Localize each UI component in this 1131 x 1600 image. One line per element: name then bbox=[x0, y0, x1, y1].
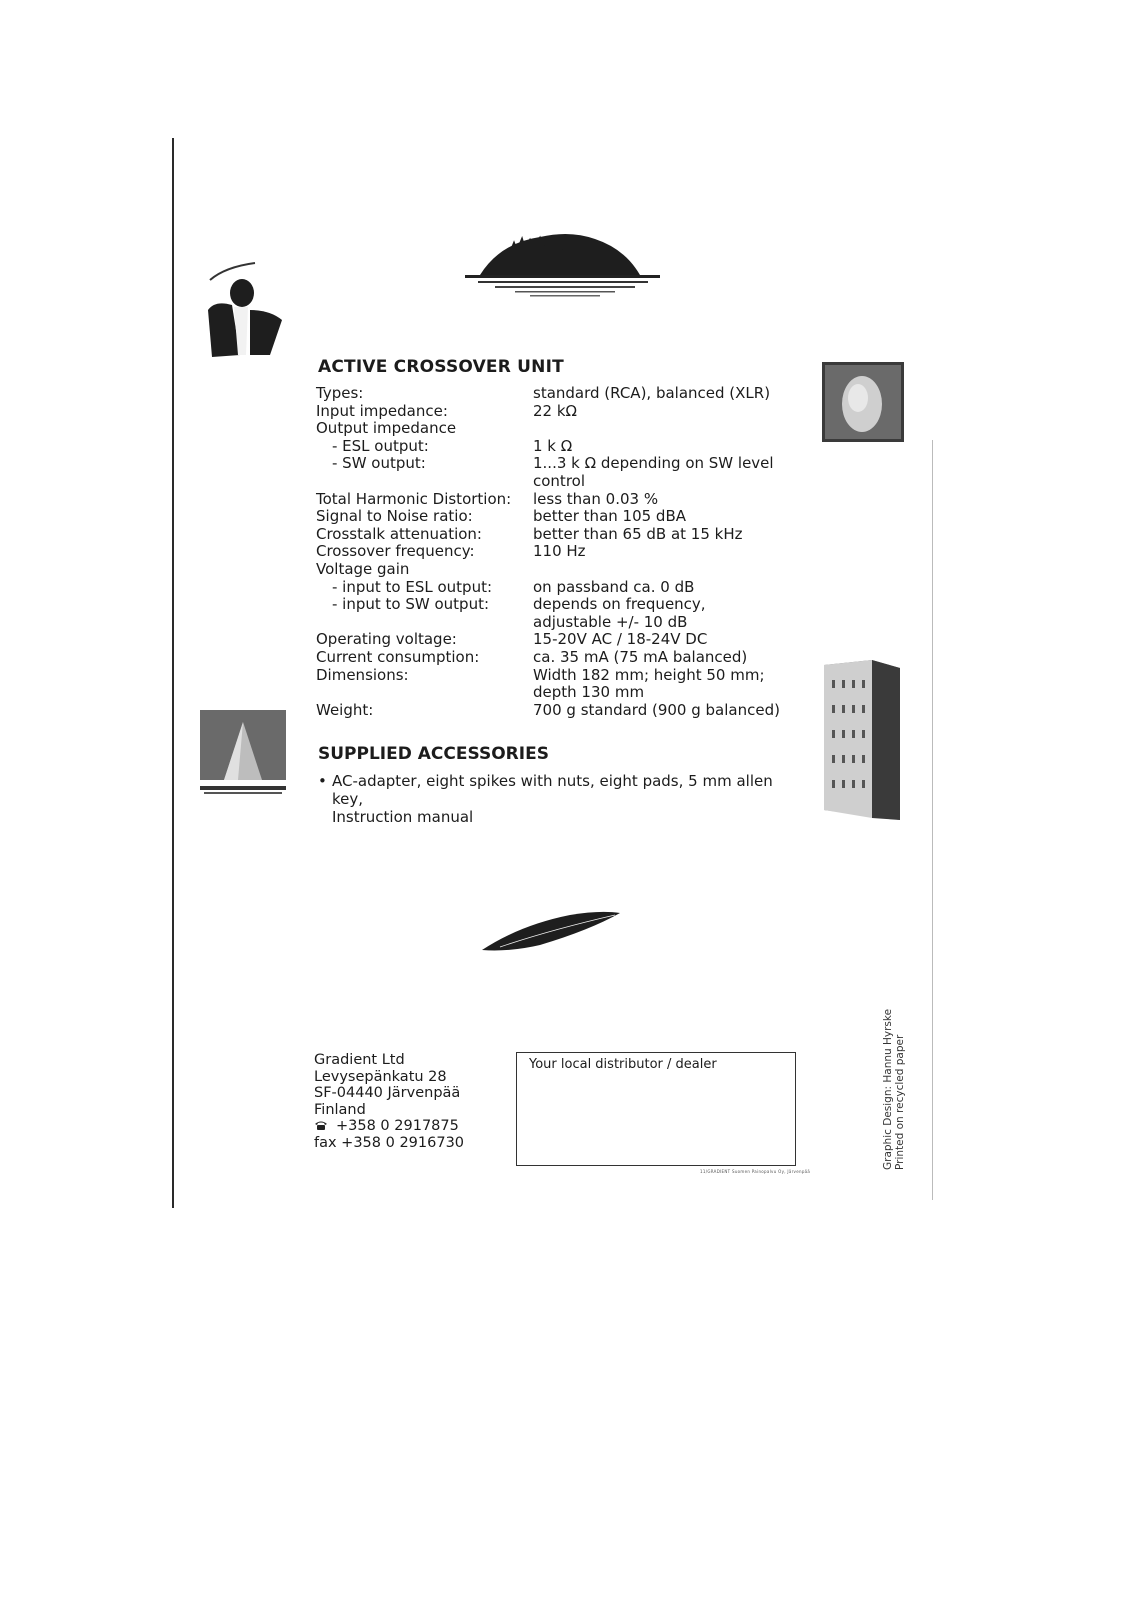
company-address bbox=[314, 1052, 464, 1152]
spec-label: Input impedance: bbox=[316, 401, 448, 420]
dealer-box bbox=[516, 1052, 796, 1166]
company-city: SF-04440 Järvenpää bbox=[314, 1085, 461, 1102]
spec-row-input-esl bbox=[316, 579, 776, 597]
spec-value: ca. 35 mA (75 mA balanced) bbox=[533, 647, 748, 666]
printer-note: 11/GRADIENT Suomen Painopalvu Oy, Järvenpää bbox=[700, 1169, 811, 1174]
accessories-line-1: AC-adapter, eight spikes with nuts, eight pads, 5 mm allen key, bbox=[332, 772, 773, 808]
spec-value: adjustable +/- 10 dB bbox=[533, 612, 688, 631]
building-illustration bbox=[822, 660, 904, 820]
spec-value: depth 130 mm bbox=[533, 683, 645, 702]
spec-value: on passband ca. 0 dB bbox=[533, 577, 695, 596]
spec-value: 110 Hz bbox=[533, 542, 586, 561]
egg-illustration bbox=[822, 362, 904, 442]
spec-label: Crosstalk attenuation: bbox=[316, 524, 482, 543]
spec-row-input-sw-cont bbox=[316, 614, 776, 632]
spec-row-dimensions-cont bbox=[316, 684, 776, 702]
spec-label: Crossover frequency: bbox=[316, 542, 475, 561]
spec-label: Output impedance bbox=[316, 419, 457, 438]
spec-label: Total Harmonic Distortion: bbox=[316, 489, 512, 508]
spec-row-output-impedance bbox=[316, 420, 776, 438]
dealer-label: Your local distributor / dealer bbox=[529, 1057, 717, 1072]
spec-row-snr bbox=[316, 508, 776, 526]
company-phone: +358 0 2917875 bbox=[336, 1118, 459, 1135]
company-country: Finland bbox=[314, 1101, 366, 1118]
credit-line-2: Printed on recycled paper bbox=[894, 1034, 906, 1170]
company-street: Levysepänkatu 28 bbox=[314, 1068, 447, 1085]
accessories-title: SUPPLIED ACCESSORIES bbox=[318, 744, 549, 764]
spec-label: - ESL output: bbox=[332, 436, 429, 455]
spec-label: - SW output: bbox=[332, 454, 426, 473]
section-title: ACTIVE CROSSOVER UNIT bbox=[318, 357, 564, 377]
spec-label: Voltage gain bbox=[316, 559, 410, 578]
spec-row-dimensions bbox=[316, 667, 776, 685]
accessories-line-2: Instruction manual bbox=[332, 808, 474, 826]
spec-value: 1...3 k Ω depending on SW level bbox=[533, 454, 774, 473]
spec-row-types bbox=[316, 385, 776, 403]
spec-value: control bbox=[533, 471, 585, 490]
spec-value: better than 105 dBA bbox=[533, 507, 687, 526]
spec-value: 22 kΩ bbox=[533, 401, 578, 420]
spec-row-current-consumption bbox=[316, 649, 776, 667]
spec-label: - input to SW output: bbox=[332, 595, 490, 614]
spec-row-voltage-gain bbox=[316, 561, 776, 579]
spec-row-sw-output bbox=[316, 455, 776, 473]
spec-label: Signal to Noise ratio: bbox=[316, 507, 473, 526]
feather-illustration bbox=[480, 905, 630, 955]
spec-row-thd bbox=[316, 491, 776, 509]
spec-value: 15-20V AC / 18-24V DC bbox=[533, 630, 708, 649]
spec-value: better than 65 dB at 15 kHz bbox=[533, 524, 743, 543]
design-credit bbox=[882, 1009, 906, 1170]
company-name: Gradient Ltd bbox=[314, 1052, 405, 1068]
spec-label: Dimensions: bbox=[316, 665, 409, 684]
spec-label: Operating voltage: bbox=[316, 630, 457, 649]
company-fax: fax +358 0 2916730 bbox=[314, 1134, 465, 1151]
spec-row-operating-voltage bbox=[316, 631, 776, 649]
spec-value: standard (RCA), balanced (XLR) bbox=[533, 384, 771, 402]
spec-value: Width 182 mm; height 50 mm; bbox=[533, 665, 765, 684]
spec-row-crossover-frequency bbox=[316, 543, 776, 561]
accessories-item bbox=[318, 772, 788, 826]
company-phone-row bbox=[314, 1118, 464, 1135]
spec-label: Types: bbox=[316, 384, 364, 402]
spec-table bbox=[316, 384, 780, 719]
telephone-icon bbox=[314, 1120, 328, 1131]
spec-value: depends on frequency, bbox=[533, 595, 706, 614]
spec-row-sw-output-cont bbox=[316, 473, 776, 491]
spec-row-input-impedance bbox=[316, 403, 776, 421]
spec-row-crosstalk bbox=[316, 526, 776, 544]
left-edge-line bbox=[172, 138, 174, 1208]
spec-row-esl-output bbox=[316, 438, 776, 456]
island-illustration bbox=[460, 225, 665, 310]
spec-value: less than 0.03 % bbox=[533, 489, 659, 508]
credit-line-1: Graphic Design: Hannu Hyrske bbox=[882, 1008, 894, 1170]
spec-label: Current consumption: bbox=[316, 647, 480, 666]
right-edge-line bbox=[932, 440, 933, 1200]
spec-row-input-sw bbox=[316, 596, 776, 614]
cone-illustration bbox=[200, 710, 286, 805]
spec-value: 700 g standard (900 g balanced) bbox=[533, 700, 780, 719]
spec-value: 1 k Ω bbox=[533, 436, 573, 455]
bullet-icon: • bbox=[318, 772, 327, 790]
spec-row-weight bbox=[316, 700, 780, 720]
spec-label: Weight: bbox=[316, 700, 374, 719]
spec-label: - input to ESL output: bbox=[332, 577, 493, 596]
figure-illustration bbox=[200, 255, 290, 365]
